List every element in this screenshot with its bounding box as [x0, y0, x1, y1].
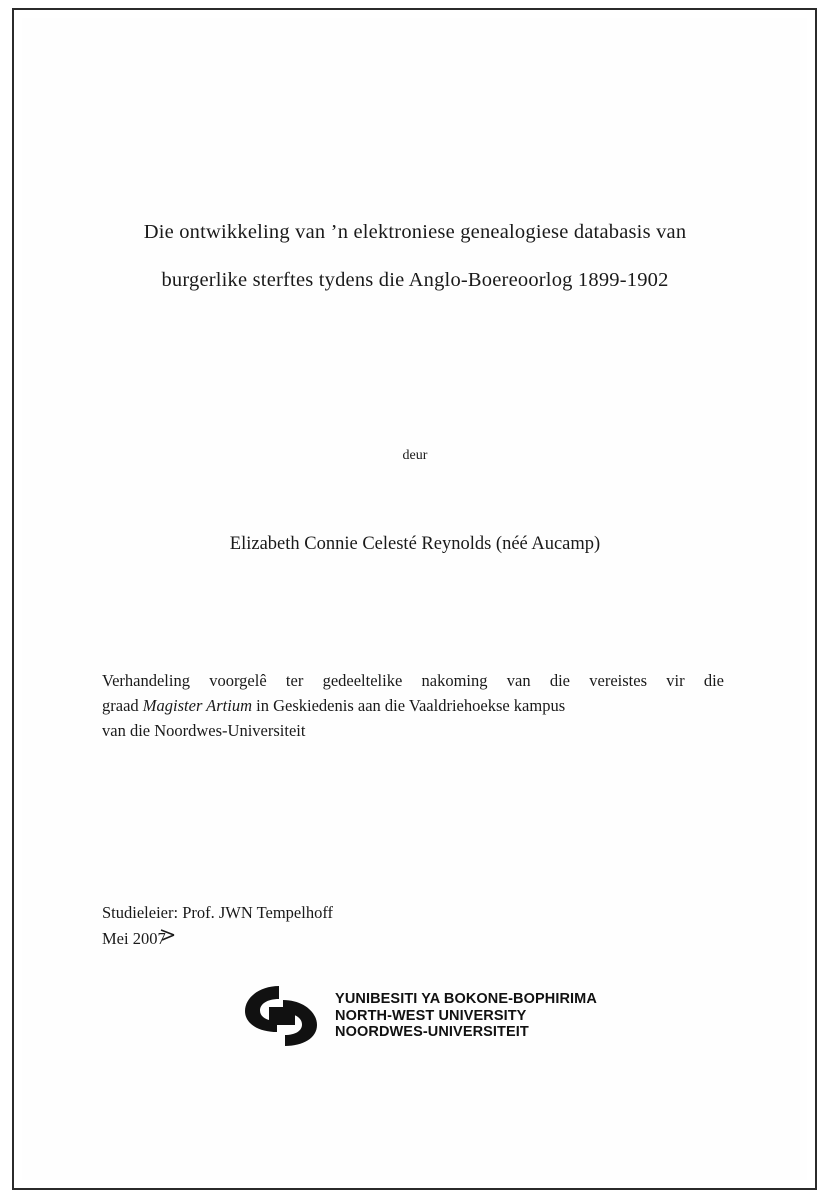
north-west-university-logo-mark — [233, 980, 329, 1052]
date-line — [102, 926, 166, 952]
statement-line-2 — [102, 693, 724, 718]
logo-text-line-2: NORTH-WEST UNIVERSITY — [335, 1007, 527, 1024]
title-line-2: burgerlike sterftes tydens die Anglo-Boereoorlog 1899-1902 — [161, 269, 669, 291]
logo-text-line-1: YUNIBESITI YA BOKONE-BOPHIRIMA — [335, 991, 597, 1008]
statement-line-2-part-2: in Geskiedenis aan die Vaaldriehoekse kampus — [252, 696, 566, 715]
page-content — [100, 18, 730, 1180]
author-name: Elizabeth Connie Celesté Reynolds (néé Aucamp) — [229, 534, 601, 554]
university-logo — [100, 980, 730, 1052]
handwritten-strike-icon — [160, 927, 176, 943]
degree-name-italic: Magister Artium — [142, 696, 253, 715]
date-text: Mei 2007 — [102, 929, 166, 948]
statement-line-2-part-1: graad — [102, 696, 143, 715]
statement-line-1: Verhandeling voorgelê ter gedeeltelike nakoming van die vereistes vir die — [102, 671, 724, 690]
degree-statement — [102, 668, 724, 743]
submission-details — [102, 900, 602, 952]
supervisor-line: Studieleier: Prof. JWN Tempelhoff — [102, 903, 334, 922]
by-label: deur — [402, 448, 428, 463]
logo-text-line-3: NOORDWES-UNIVERSITEIT — [335, 1024, 529, 1041]
logo-text-block — [335, 991, 597, 1041]
title-line-1: Die ontwikkeling van ’n elektroniese genealogiese databasis van — [143, 221, 687, 243]
page-title — [100, 208, 730, 304]
statement-line-3: van die Noordwes-Universiteit — [102, 721, 306, 740]
